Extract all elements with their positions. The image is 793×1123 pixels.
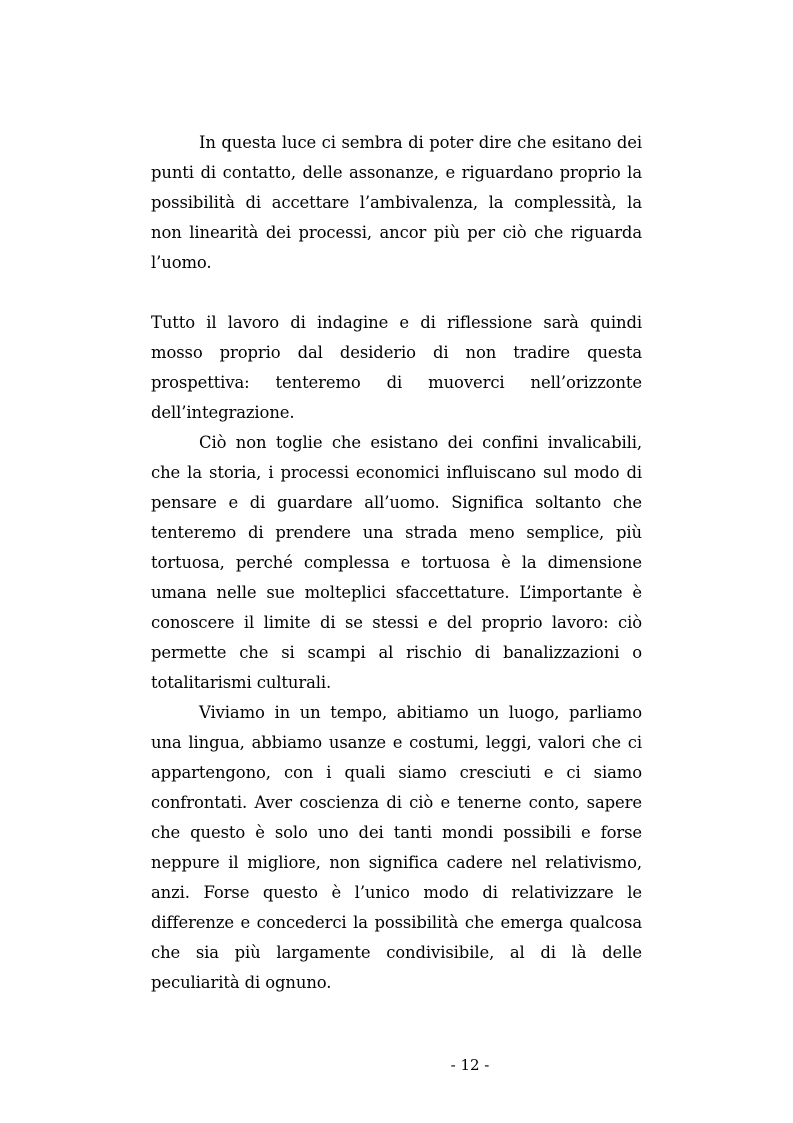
paragraph-4: Viviamo in un tempo, abitiamo un luogo, parliamo una lingua, abbiamo usanze e costumi, leggi, valori che ci appartengono, con i quali siamo cresciuti e ci siamo confrontati. Aver coscienza di ciò e tenerne conto, sapere che questo è solo uno dei tanti mondi possibili e forse neppure il migliore, non significa cadere nel relativismo, anzi. Forse questo è l’unico modo di relativizzare le differenze e concederci la possibilità che emerga qualcosa che sia più largamente condivisibile, al di là delle peculiarità di ognuno.: [151, 703, 642, 992]
paragraph-3: Ciò non toglie che esistano dei confini invalicabili, che la storia, i processi economici influiscano sul modo di pensare e di guardare all’uomo. Significa soltanto che tenteremo di prendere una strada meno semplice, più tortuosa, perché complessa e tortuosa è la dimensione umana nelle sue molteplici sfaccettature. L’importante è conoscere il limite di se stessi e del proprio lavoro: ciò permette che si scampi al rischio di banalizzazioni o totalitarismi culturali.: [151, 433, 642, 692]
text-block-main: [151, 308, 642, 998]
paragraph-2: Tutto il lavoro di indagine e di riflessione sarà quindi mosso proprio dal desiderio di non tradire questa prospettiva: tenteremo di muoverci nell’orizzonte dell’integrazione.: [151, 313, 642, 422]
paragraph-1: In questa luce ci sembra di poter dire che esitano dei punti di contatto, delle assonanze, e riguardano proprio la possibilità di accettare l’ambivalenza, la complessità, la non linearità dei processi, ancor più per ciò che riguarda l’uomo.: [151, 133, 642, 272]
text-block-top: [151, 128, 642, 278]
page-number: - 12 -: [450, 1056, 490, 1074]
